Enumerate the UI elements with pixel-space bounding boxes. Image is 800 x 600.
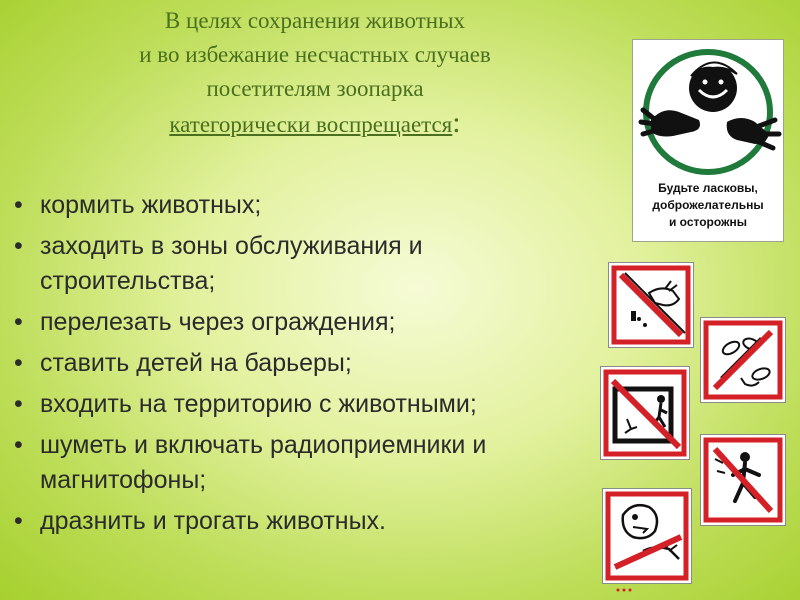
- caption-line: Будьте ласковы,: [658, 181, 758, 195]
- no-teasing-animals-icon: [603, 489, 691, 583]
- heading: [60, 4, 570, 142]
- no-climbing-barrier-icon: [601, 367, 689, 459]
- no-climbing-barrier-sign: [600, 366, 690, 460]
- rules-list: [14, 188, 594, 545]
- heading-line-2: и во избежание несчастных случаев: [139, 42, 491, 67]
- no-teasing-animals-sign: [602, 488, 692, 584]
- friendly-sign: [632, 39, 784, 242]
- rule-item: • перелезать через ограждения;: [14, 305, 594, 340]
- friendly-sign-caption: [633, 180, 783, 231]
- decorative-dots: [615, 586, 635, 594]
- heading-line-4: [60, 106, 570, 142]
- rule-item: • входить на территорию с животными;: [14, 387, 594, 422]
- rule-item: • дразнить и трогать животных.: [14, 504, 594, 539]
- rule-item: • шуметь и включать радиоприемники и магнитофоны;: [14, 428, 594, 498]
- heading-colon: :: [452, 106, 461, 139]
- no-feeding-sign: [608, 262, 694, 348]
- no-entry-person-sign: [700, 434, 786, 526]
- heading-line-1: В целях сохранения животных: [164, 8, 466, 33]
- smiling-child-hands-icon: [633, 40, 783, 180]
- rule-item: • ставить детей на барьеры;: [14, 346, 594, 381]
- no-entry-person-icon: [701, 435, 785, 525]
- rule-item: • кормить животных;: [14, 188, 594, 223]
- rule-item: • заходить в зоны обслуживания и строительства;: [14, 229, 594, 299]
- no-feeding-icon: [609, 263, 693, 347]
- heading-emphasis: категорически воспрещается: [169, 112, 453, 137]
- caption-line: и осторожны: [668, 215, 748, 229]
- no-touching-plants-sign: [700, 317, 786, 403]
- caption-line: доброжелательны: [652, 198, 764, 212]
- no-touching-plants-icon: [701, 318, 785, 402]
- heading-line-3: посетителям зоопарка: [206, 76, 424, 101]
